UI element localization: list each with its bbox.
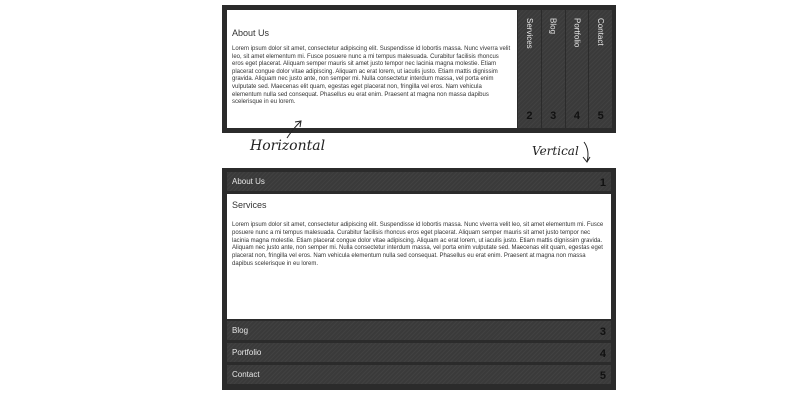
tab-label: Services xyxy=(524,18,534,49)
accordion-label: Contact xyxy=(232,370,260,379)
accordion-item-about-us[interactable] xyxy=(227,172,611,191)
horizontal-accordion xyxy=(222,5,616,133)
accordion-number: 5 xyxy=(599,370,606,382)
horizontal-tabs xyxy=(518,10,612,128)
vertical-accordion xyxy=(222,168,616,390)
tab-services[interactable] xyxy=(518,10,541,128)
panel-body-text: Lorem ipsum dolor sit amet, consectetur adipiscing elit. Suspendisse id lobortis massa. Nunc viverra velit leo, sit amet elementum mi. Fusce posuere nunc a mi tempus malesuada. Curabitur facilisis rhoncus eros eget placerat. Aliquam semper mauris sit amet justo tempor nec lacinia magna molestie. Etiam placerat congue dolor vitae adipiscing. Aliquam ac erat lorem, ut iaculis justo. Etiam mattis dignissim gravida. Aliquam nec justo ante, non semper mi. Nulla consectetur interdum massa, vel porta enim vulputate sed. Maecenas elit quam, egestas eget placerat non, fringilla vel eros. Nam vehicula elementum nulla sed consequat. Phasellus eu erat enim. Praesent at magna non massa dapibus scelerisque in eu lorem. xyxy=(232,222,604,267)
vertical-active-panel xyxy=(227,194,611,319)
accordion-label: About Us xyxy=(232,177,265,186)
tab-label: Blog xyxy=(548,18,558,35)
accordion-number: 3 xyxy=(599,326,606,338)
arrow-up-icon xyxy=(284,118,306,140)
tab-number: 3 xyxy=(550,110,557,122)
caption-horizontal: Horizontal xyxy=(250,138,326,154)
accordion-label: Blog xyxy=(232,326,249,335)
tab-number: 2 xyxy=(526,110,533,122)
accordion-item-portfolio[interactable] xyxy=(227,343,611,362)
accordion-item-blog[interactable] xyxy=(227,321,611,340)
tab-number: 5 xyxy=(597,110,604,122)
tab-number: 4 xyxy=(573,110,580,122)
horizontal-active-panel xyxy=(227,10,517,128)
tab-blog[interactable] xyxy=(542,10,565,128)
panel-title: Services xyxy=(232,200,267,210)
tab-label: Portfolio xyxy=(572,18,582,48)
panel-title: About Us xyxy=(232,28,270,38)
panel-body-text: Lorem ipsum dolor sit amet, consectetur adipiscing elit. Suspendisse id lobortis massa. Nunc viverra velit leo, sit amet elementum mi. Fusce posuere nunc a mi tempus malesuada. Curabitur facilisis rhoncus eros eget placerat. Aliquam semper mauris sit amet justo tempor nec lacinia magna molestie. Etiam placerat congue dolor vitae adipiscing. Aliquam ac erat lorem, ut iaculis justo. Etiam mattis dignissim gravida. Aliquam nec justo ante, non semper mi. Nulla consectetur interdum massa, vel porta enim vulputate sed. Maecenas elit quam, egestas eget placerat non, fringilla vel eros. Nam vehicula elementum nulla sed consequat. Phasellus eu erat enim. Praesent at magna non massa dapibus scelerisque in eu lorem. xyxy=(232,46,511,106)
arrow-down-icon xyxy=(578,140,596,166)
tab-portfolio[interactable] xyxy=(566,10,589,128)
accordion-number: 1 xyxy=(599,177,606,189)
tab-label: Contact xyxy=(596,18,606,46)
accordion-label: Portfolio xyxy=(232,348,262,357)
accordion-number: 4 xyxy=(599,348,606,360)
accordion-item-contact[interactable] xyxy=(227,365,611,384)
tab-contact[interactable] xyxy=(589,10,612,128)
caption-vertical: Vertical xyxy=(532,144,579,158)
